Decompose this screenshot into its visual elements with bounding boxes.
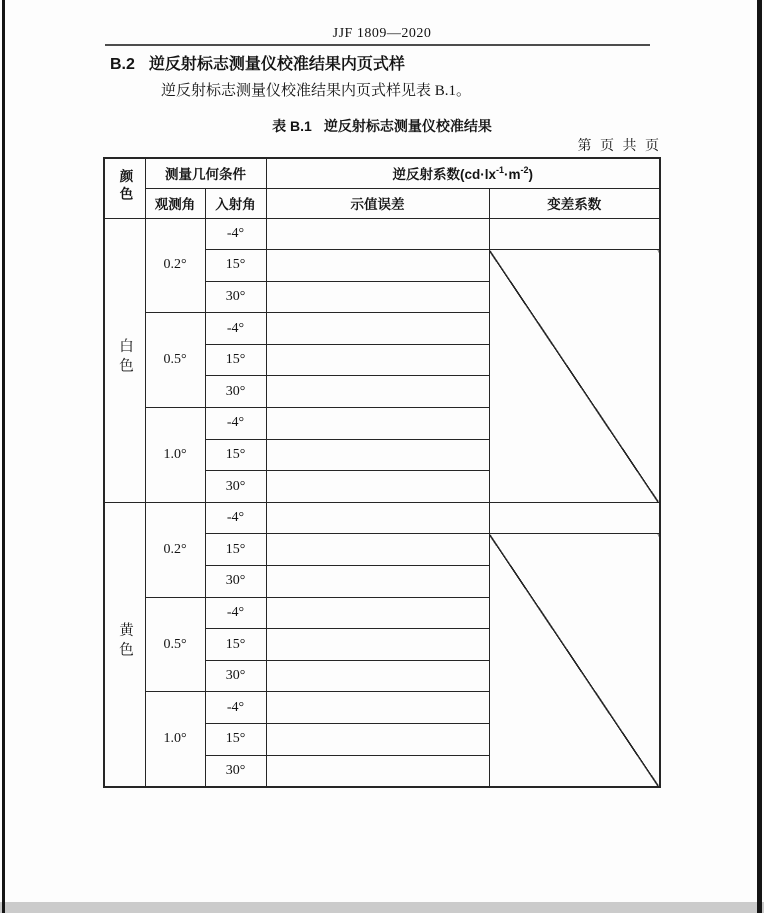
- indication-error-cell: [266, 755, 489, 787]
- indication-error-cell: [266, 566, 489, 598]
- header-color-text: 颜色: [117, 169, 133, 205]
- header-geometry-conditions: 测量几何条件: [145, 158, 266, 188]
- intro-paragraph: 逆反射标志测量仪校准结果内页式样见表 B.1。: [161, 83, 472, 99]
- header-observation-angle: 观测角: [145, 188, 205, 218]
- entrance-angle-cell: -4°: [205, 502, 266, 534]
- unit-superscript: -2: [520, 164, 529, 175]
- indication-error-cell: [266, 218, 489, 250]
- indication-error-cell: [266, 281, 489, 313]
- entrance-angle-cell: -4°: [205, 597, 266, 629]
- entrance-angle-cell: -4°: [205, 692, 266, 724]
- caption-title: 逆反射标志测量仪校准结果: [323, 118, 492, 134]
- header-indication-error: 示值误差: [266, 188, 489, 218]
- variation-coefficient-cell: [489, 218, 660, 250]
- scan-bottom-strip: [0, 902, 764, 913]
- observation-angle-cell: 0.2°: [145, 502, 205, 597]
- entrance-angle-cell: 30°: [205, 281, 266, 313]
- section-title: 逆反射标志测量仪校准结果内页式样: [148, 56, 405, 73]
- indication-error-cell: [266, 692, 489, 724]
- coefficient-suffix: ): [528, 167, 534, 183]
- table-caption: [0, 116, 764, 136]
- caption-label: 表 B.1: [272, 118, 312, 134]
- indication-error-cell: [266, 250, 489, 282]
- indication-error-cell: [266, 502, 489, 534]
- variation-merged-diagonal-cell: [489, 250, 660, 503]
- header-color: [104, 158, 145, 218]
- unit-superscript: -1: [496, 164, 505, 175]
- entrance-angle-cell: 30°: [205, 660, 266, 692]
- indication-error-cell: [266, 629, 489, 661]
- entrance-angle-cell: 30°: [205, 566, 266, 598]
- page-counter: 第 页 共 页: [577, 139, 659, 154]
- section-number: B.2: [110, 56, 135, 73]
- scan-edge-left: [2, 0, 5, 913]
- table-row: [104, 502, 660, 534]
- entrance-angle-cell: 15°: [205, 534, 266, 566]
- header-coefficient: [266, 158, 660, 188]
- observation-angle-cell: 1.0°: [145, 408, 205, 503]
- entrance-angle-cell: -4°: [205, 313, 266, 345]
- indication-error-cell: [266, 597, 489, 629]
- calibration-results-table: [103, 157, 661, 788]
- table-row: [104, 218, 660, 250]
- entrance-angle-cell: 15°: [205, 724, 266, 756]
- indication-error-cell: [266, 408, 489, 440]
- indication-error-cell: [266, 471, 489, 503]
- observation-angle-cell: 1.0°: [145, 692, 205, 787]
- entrance-angle-cell: 30°: [205, 471, 266, 503]
- header-entrance-angle: 入射角: [205, 188, 266, 218]
- indication-error-cell: [266, 534, 489, 566]
- observation-angle-cell: 0.2°: [145, 218, 205, 313]
- indication-error-cell: [266, 376, 489, 408]
- entrance-angle-cell: -4°: [205, 218, 266, 250]
- observation-angle-cell: 0.5°: [145, 597, 205, 692]
- section-heading: [110, 51, 405, 74]
- document-code: JJF 1809—2020: [332, 26, 432, 41]
- entrance-angle-cell: 15°: [205, 250, 266, 282]
- entrance-angle-cell: 30°: [205, 376, 266, 408]
- indication-error-cell: [266, 344, 489, 376]
- indication-error-cell: [266, 660, 489, 692]
- entrance-angle-cell: 15°: [205, 344, 266, 376]
- color-cell-white: 白色: [104, 218, 145, 502]
- entrance-angle-cell: 15°: [205, 629, 266, 661]
- entrance-angle-cell: -4°: [205, 408, 266, 440]
- variation-coefficient-cell: [489, 502, 660, 534]
- observation-angle-cell: 0.5°: [145, 313, 205, 408]
- color-cell-yellow: 黄色: [104, 502, 145, 786]
- indication-error-cell: [266, 313, 489, 345]
- coefficient-prefix: 逆反射系数(cd·lx: [392, 167, 496, 183]
- entrance-angle-cell: 15°: [205, 439, 266, 471]
- scan-edge-right: [757, 0, 762, 913]
- coefficient-mid: ·m: [504, 167, 521, 183]
- entrance-angle-cell: 30°: [205, 755, 266, 787]
- header-rule: [105, 44, 650, 46]
- indication-error-cell: [266, 724, 489, 756]
- variation-merged-diagonal-cell: [489, 534, 660, 787]
- header-variation-coefficient: 变差系数: [489, 188, 660, 218]
- indication-error-cell: [266, 439, 489, 471]
